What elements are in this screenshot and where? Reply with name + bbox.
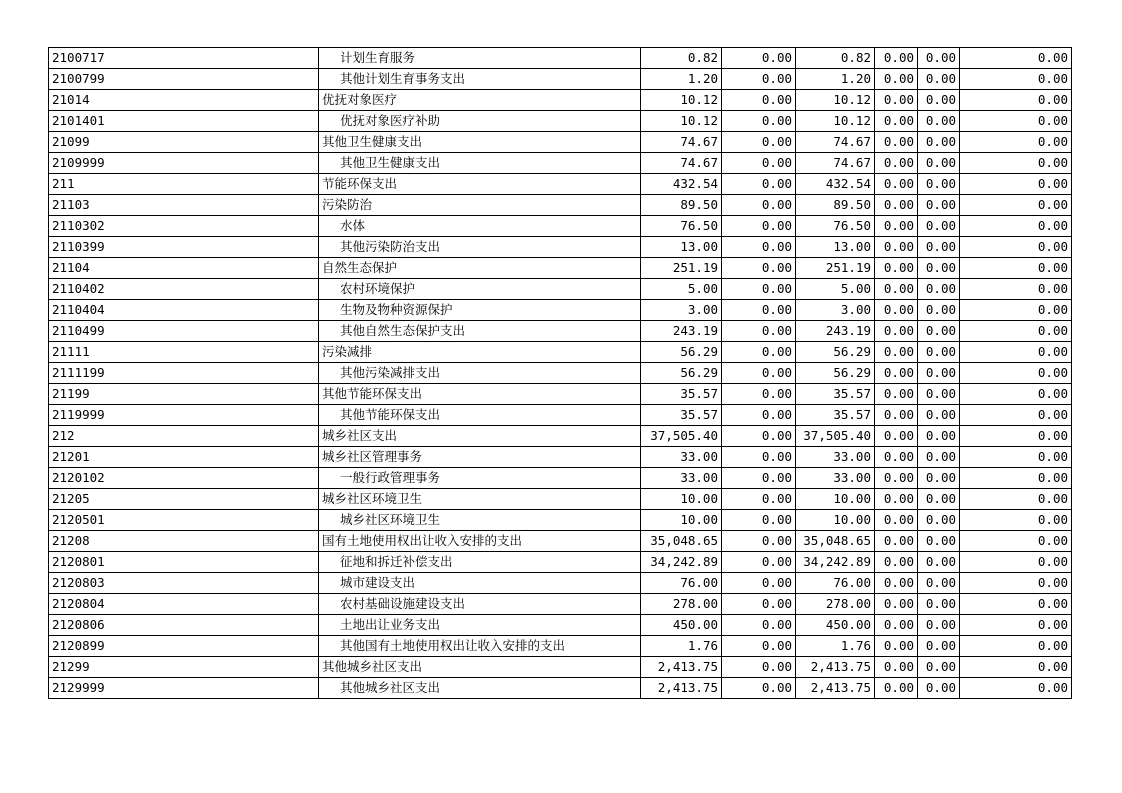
- amount-cell: 0.00: [875, 594, 918, 615]
- table-row: [49, 132, 1072, 153]
- amount-cell: 0.00: [960, 174, 1072, 195]
- amount-cell: 0.00: [960, 384, 1072, 405]
- subject-name-cell: 其他卫生健康支出: [319, 153, 641, 174]
- amount-cell: 0.00: [960, 48, 1072, 69]
- amount-cell: 0.00: [875, 195, 918, 216]
- amount-cell: 76.00: [641, 573, 722, 594]
- amount-cell: 35,048.65: [641, 531, 722, 552]
- amount-cell: 0.00: [918, 153, 960, 174]
- subject-code-cell: 2111199: [49, 363, 319, 384]
- amount-cell: 0.00: [722, 573, 796, 594]
- table-row: [49, 531, 1072, 552]
- amount-cell: 0.00: [918, 510, 960, 531]
- amount-cell: 0.00: [960, 342, 1072, 363]
- amount-cell: 0.00: [918, 48, 960, 69]
- amount-cell: 0.00: [722, 279, 796, 300]
- amount-cell: 0.00: [722, 615, 796, 636]
- amount-cell: 35.57: [641, 384, 722, 405]
- subject-code-cell: 2110302: [49, 216, 319, 237]
- amount-cell: 0.00: [875, 216, 918, 237]
- table-row: [49, 174, 1072, 195]
- amount-cell: 0.00: [918, 678, 960, 699]
- amount-cell: 3.00: [796, 300, 875, 321]
- amount-cell: 0.00: [722, 48, 796, 69]
- amount-cell: 0.00: [960, 363, 1072, 384]
- amount-cell: 0.00: [875, 363, 918, 384]
- subject-code-cell: 2120803: [49, 573, 319, 594]
- amount-cell: 0.00: [722, 531, 796, 552]
- table-row: [49, 510, 1072, 531]
- amount-cell: 0.00: [722, 447, 796, 468]
- amount-cell: 0.00: [918, 573, 960, 594]
- amount-cell: 0.00: [960, 195, 1072, 216]
- subject-name-cell: 农村环境保护: [319, 279, 641, 300]
- amount-cell: 56.29: [796, 342, 875, 363]
- table-row: [49, 615, 1072, 636]
- subject-name-cell: 其他节能环保支出: [319, 405, 641, 426]
- amount-cell: 0.00: [960, 153, 1072, 174]
- subject-code-cell: 21199: [49, 384, 319, 405]
- amount-cell: 0.00: [960, 321, 1072, 342]
- amount-cell: 33.00: [641, 468, 722, 489]
- table-row: [49, 258, 1072, 279]
- subject-code-cell: 2110499: [49, 321, 319, 342]
- amount-cell: 0.00: [875, 342, 918, 363]
- amount-cell: 0.00: [960, 426, 1072, 447]
- amount-cell: 33.00: [641, 447, 722, 468]
- amount-cell: 1.20: [796, 69, 875, 90]
- subject-code-cell: 2119999: [49, 405, 319, 426]
- amount-cell: 0.00: [875, 531, 918, 552]
- amount-cell: 0.00: [918, 111, 960, 132]
- subject-name-cell: 优抚对象医疗补助: [319, 111, 641, 132]
- amount-cell: 0.00: [875, 300, 918, 321]
- amount-cell: 10.12: [641, 90, 722, 111]
- amount-cell: 56.29: [796, 363, 875, 384]
- amount-cell: 450.00: [641, 615, 722, 636]
- amount-cell: 0.00: [875, 573, 918, 594]
- subject-name-cell: 城乡社区环境卫生: [319, 510, 641, 531]
- amount-cell: 0.00: [960, 678, 1072, 699]
- subject-code-cell: 21299: [49, 657, 319, 678]
- amount-cell: 0.00: [875, 552, 918, 573]
- amount-cell: 76.50: [641, 216, 722, 237]
- subject-name-cell: 征地和拆迁补偿支出: [319, 552, 641, 573]
- table-row: [49, 447, 1072, 468]
- subject-name-cell: 其他城乡社区支出: [319, 678, 641, 699]
- amount-cell: 0.00: [875, 153, 918, 174]
- table-row: [49, 69, 1072, 90]
- amount-cell: 0.00: [960, 573, 1072, 594]
- amount-cell: 0.00: [918, 489, 960, 510]
- subject-name-cell: 其他污染减排支出: [319, 363, 641, 384]
- amount-cell: 35,048.65: [796, 531, 875, 552]
- amount-cell: 3.00: [641, 300, 722, 321]
- amount-cell: 0.00: [960, 279, 1072, 300]
- amount-cell: 0.00: [918, 384, 960, 405]
- amount-cell: 0.00: [960, 132, 1072, 153]
- amount-cell: 0.00: [875, 405, 918, 426]
- subject-name-cell: 优抚对象医疗: [319, 90, 641, 111]
- amount-cell: 0.00: [918, 216, 960, 237]
- amount-cell: 0.00: [875, 111, 918, 132]
- subject-code-cell: 2120102: [49, 468, 319, 489]
- table-row: [49, 216, 1072, 237]
- subject-name-cell: 国有土地使用权出让收入安排的支出: [319, 531, 641, 552]
- subject-code-cell: 2129999: [49, 678, 319, 699]
- amount-cell: 0.00: [722, 342, 796, 363]
- subject-code-cell: 212: [49, 426, 319, 447]
- amount-cell: 10.00: [641, 489, 722, 510]
- amount-cell: 0.00: [722, 468, 796, 489]
- table-row: [49, 489, 1072, 510]
- amount-cell: 0.00: [918, 321, 960, 342]
- amount-cell: 5.00: [641, 279, 722, 300]
- amount-cell: 0.00: [918, 342, 960, 363]
- subject-code-cell: 2110399: [49, 237, 319, 258]
- amount-cell: 33.00: [796, 468, 875, 489]
- table-row: [49, 153, 1072, 174]
- table-row: [49, 342, 1072, 363]
- amount-cell: 0.00: [918, 279, 960, 300]
- table-row: [49, 678, 1072, 699]
- amount-cell: 0.00: [918, 174, 960, 195]
- amount-cell: 0.00: [722, 489, 796, 510]
- subject-code-cell: 2100799: [49, 69, 319, 90]
- amount-cell: 74.67: [641, 153, 722, 174]
- amount-cell: 2,413.75: [641, 678, 722, 699]
- amount-cell: 0.00: [875, 90, 918, 111]
- amount-cell: 0.00: [918, 594, 960, 615]
- subject-name-cell: 其他污染防治支出: [319, 237, 641, 258]
- amount-cell: 0.00: [722, 636, 796, 657]
- amount-cell: 1.76: [796, 636, 875, 657]
- subject-name-cell: 其他自然生态保护支出: [319, 321, 641, 342]
- amount-cell: 0.00: [918, 636, 960, 657]
- subject-name-cell: 其他城乡社区支出: [319, 657, 641, 678]
- amount-cell: 10.00: [796, 510, 875, 531]
- amount-cell: 0.00: [722, 111, 796, 132]
- amount-cell: 10.00: [641, 510, 722, 531]
- table-row: [49, 363, 1072, 384]
- amount-cell: 76.00: [796, 573, 875, 594]
- amount-cell: 243.19: [796, 321, 875, 342]
- amount-cell: 0.00: [960, 489, 1072, 510]
- amount-cell: 0.00: [918, 300, 960, 321]
- subject-name-cell: 其他节能环保支出: [319, 384, 641, 405]
- amount-cell: 251.19: [796, 258, 875, 279]
- amount-cell: 0.00: [918, 468, 960, 489]
- amount-cell: 0.00: [960, 615, 1072, 636]
- amount-cell: 0.00: [875, 678, 918, 699]
- amount-cell: 13.00: [796, 237, 875, 258]
- amount-cell: 1.76: [641, 636, 722, 657]
- amount-cell: 0.00: [960, 510, 1072, 531]
- amount-cell: 0.00: [918, 405, 960, 426]
- amount-cell: 0.00: [722, 237, 796, 258]
- subject-code-cell: 21205: [49, 489, 319, 510]
- table-row: [49, 594, 1072, 615]
- subject-name-cell: 城乡社区支出: [319, 426, 641, 447]
- amount-cell: 37,505.40: [641, 426, 722, 447]
- subject-name-cell: 生物及物种资源保护: [319, 300, 641, 321]
- amount-cell: 56.29: [641, 363, 722, 384]
- subject-code-cell: 2120501: [49, 510, 319, 531]
- amount-cell: 0.00: [918, 531, 960, 552]
- amount-cell: 10.12: [641, 111, 722, 132]
- amount-cell: 35.57: [796, 384, 875, 405]
- table-row: [49, 90, 1072, 111]
- amount-cell: 0.00: [875, 48, 918, 69]
- subject-code-cell: 2120804: [49, 594, 319, 615]
- amount-cell: 0.00: [875, 321, 918, 342]
- amount-cell: 0.00: [722, 132, 796, 153]
- amount-cell: 34,242.89: [796, 552, 875, 573]
- amount-cell: 56.29: [641, 342, 722, 363]
- subject-code-cell: 21111: [49, 342, 319, 363]
- table-row: [49, 384, 1072, 405]
- budget-table-body: [49, 48, 1072, 699]
- amount-cell: 0.00: [722, 594, 796, 615]
- amount-cell: 432.54: [796, 174, 875, 195]
- amount-cell: 37,505.40: [796, 426, 875, 447]
- subject-name-cell: 污染防治: [319, 195, 641, 216]
- amount-cell: 10.12: [796, 90, 875, 111]
- amount-cell: 450.00: [796, 615, 875, 636]
- amount-cell: 34,242.89: [641, 552, 722, 573]
- subject-code-cell: 21201: [49, 447, 319, 468]
- amount-cell: 0.00: [875, 132, 918, 153]
- table-row: [49, 552, 1072, 573]
- table-row: [49, 48, 1072, 69]
- subject-name-cell: 城乡社区环境卫生: [319, 489, 641, 510]
- amount-cell: 2,413.75: [796, 657, 875, 678]
- amount-cell: 0.00: [722, 552, 796, 573]
- subject-name-cell: 计划生育服务: [319, 48, 641, 69]
- amount-cell: 0.00: [722, 258, 796, 279]
- amount-cell: 35.57: [796, 405, 875, 426]
- amount-cell: 0.00: [960, 90, 1072, 111]
- table-row: [49, 195, 1072, 216]
- amount-cell: 0.00: [875, 615, 918, 636]
- amount-cell: 74.67: [641, 132, 722, 153]
- amount-cell: 0.82: [796, 48, 875, 69]
- subject-code-cell: 2110404: [49, 300, 319, 321]
- amount-cell: 0.82: [641, 48, 722, 69]
- amount-cell: 2,413.75: [641, 657, 722, 678]
- subject-name-cell: 一般行政管理事务: [319, 468, 641, 489]
- amount-cell: 0.00: [918, 195, 960, 216]
- amount-cell: 0.00: [722, 657, 796, 678]
- table-row: [49, 111, 1072, 132]
- amount-cell: 0.00: [960, 531, 1072, 552]
- subject-name-cell: 节能环保支出: [319, 174, 641, 195]
- amount-cell: 0.00: [875, 174, 918, 195]
- table-row: [49, 573, 1072, 594]
- table-row: [49, 636, 1072, 657]
- amount-cell: 0.00: [722, 300, 796, 321]
- amount-cell: 0.00: [918, 69, 960, 90]
- subject-name-cell: 其他计划生育事务支出: [319, 69, 641, 90]
- amount-cell: 0.00: [960, 468, 1072, 489]
- amount-cell: 0.00: [722, 405, 796, 426]
- subject-name-cell: 农村基础设施建设支出: [319, 594, 641, 615]
- table-row: [49, 300, 1072, 321]
- subject-code-cell: 2120899: [49, 636, 319, 657]
- subject-code-cell: 2120806: [49, 615, 319, 636]
- amount-cell: 0.00: [722, 678, 796, 699]
- amount-cell: 0.00: [960, 552, 1072, 573]
- subject-name-cell: 土地出让业务支出: [319, 615, 641, 636]
- amount-cell: 243.19: [641, 321, 722, 342]
- amount-cell: 0.00: [918, 90, 960, 111]
- subject-name-cell: 污染减排: [319, 342, 641, 363]
- amount-cell: 432.54: [641, 174, 722, 195]
- amount-cell: 0.00: [722, 426, 796, 447]
- amount-cell: 0.00: [960, 405, 1072, 426]
- amount-cell: 0.00: [918, 552, 960, 573]
- subject-name-cell: 自然生态保护: [319, 258, 641, 279]
- subject-code-cell: 2120801: [49, 552, 319, 573]
- amount-cell: 0.00: [918, 447, 960, 468]
- amount-cell: 0.00: [722, 363, 796, 384]
- subject-name-cell: 城乡社区管理事务: [319, 447, 641, 468]
- subject-code-cell: 2109999: [49, 153, 319, 174]
- amount-cell: 0.00: [875, 384, 918, 405]
- amount-cell: 0.00: [918, 237, 960, 258]
- amount-cell: 0.00: [875, 426, 918, 447]
- amount-cell: 0.00: [722, 384, 796, 405]
- amount-cell: 0.00: [722, 69, 796, 90]
- subject-name-cell: 其他国有土地使用权出让收入安排的支出: [319, 636, 641, 657]
- amount-cell: 0.00: [960, 69, 1072, 90]
- amount-cell: 0.00: [960, 111, 1072, 132]
- amount-cell: 0.00: [960, 237, 1072, 258]
- amount-cell: 33.00: [796, 447, 875, 468]
- subject-code-cell: 21103: [49, 195, 319, 216]
- amount-cell: 0.00: [722, 174, 796, 195]
- table-row: [49, 426, 1072, 447]
- amount-cell: 0.00: [960, 300, 1072, 321]
- table-row: [49, 405, 1072, 426]
- amount-cell: 0.00: [875, 237, 918, 258]
- amount-cell: 0.00: [875, 468, 918, 489]
- amount-cell: 251.19: [641, 258, 722, 279]
- amount-cell: 0.00: [960, 447, 1072, 468]
- amount-cell: 74.67: [796, 132, 875, 153]
- amount-cell: 0.00: [875, 510, 918, 531]
- subject-code-cell: 21208: [49, 531, 319, 552]
- amount-cell: 278.00: [796, 594, 875, 615]
- subject-code-cell: 2110402: [49, 279, 319, 300]
- subject-name-cell: 水体: [319, 216, 641, 237]
- amount-cell: 0.00: [918, 615, 960, 636]
- amount-cell: 1.20: [641, 69, 722, 90]
- subject-code-cell: 21014: [49, 90, 319, 111]
- amount-cell: 0.00: [960, 216, 1072, 237]
- amount-cell: 0.00: [960, 657, 1072, 678]
- table-row: [49, 657, 1072, 678]
- budget-table: [48, 47, 1072, 699]
- amount-cell: 76.50: [796, 216, 875, 237]
- amount-cell: 0.00: [918, 363, 960, 384]
- amount-cell: 0.00: [918, 132, 960, 153]
- amount-cell: 0.00: [960, 636, 1072, 657]
- amount-cell: 0.00: [918, 657, 960, 678]
- amount-cell: 0.00: [722, 321, 796, 342]
- amount-cell: 89.50: [796, 195, 875, 216]
- amount-cell: 35.57: [641, 405, 722, 426]
- amount-cell: 0.00: [875, 657, 918, 678]
- amount-cell: 10.12: [796, 111, 875, 132]
- amount-cell: 0.00: [722, 153, 796, 174]
- subject-code-cell: 21099: [49, 132, 319, 153]
- amount-cell: 0.00: [960, 258, 1072, 279]
- amount-cell: 0.00: [918, 426, 960, 447]
- amount-cell: 0.00: [918, 258, 960, 279]
- table-row: [49, 237, 1072, 258]
- table-row: [49, 468, 1072, 489]
- amount-cell: 0.00: [875, 279, 918, 300]
- amount-cell: 89.50: [641, 195, 722, 216]
- amount-cell: 0.00: [875, 636, 918, 657]
- amount-cell: 0.00: [722, 216, 796, 237]
- subject-name-cell: 其他卫生健康支出: [319, 132, 641, 153]
- subject-code-cell: 2100717: [49, 48, 319, 69]
- amount-cell: 2,413.75: [796, 678, 875, 699]
- amount-cell: 0.00: [960, 594, 1072, 615]
- amount-cell: 0.00: [875, 489, 918, 510]
- amount-cell: 0.00: [722, 90, 796, 111]
- table-row: [49, 279, 1072, 300]
- amount-cell: 5.00: [796, 279, 875, 300]
- amount-cell: 0.00: [875, 258, 918, 279]
- amount-cell: 278.00: [641, 594, 722, 615]
- amount-cell: 0.00: [722, 510, 796, 531]
- subject-name-cell: 城市建设支出: [319, 573, 641, 594]
- amount-cell: 10.00: [796, 489, 875, 510]
- amount-cell: 0.00: [722, 195, 796, 216]
- subject-code-cell: 2101401: [49, 111, 319, 132]
- amount-cell: 0.00: [875, 69, 918, 90]
- amount-cell: 74.67: [796, 153, 875, 174]
- subject-code-cell: 21104: [49, 258, 319, 279]
- amount-cell: 0.00: [875, 447, 918, 468]
- table-row: [49, 321, 1072, 342]
- amount-cell: 13.00: [641, 237, 722, 258]
- subject-code-cell: 211: [49, 174, 319, 195]
